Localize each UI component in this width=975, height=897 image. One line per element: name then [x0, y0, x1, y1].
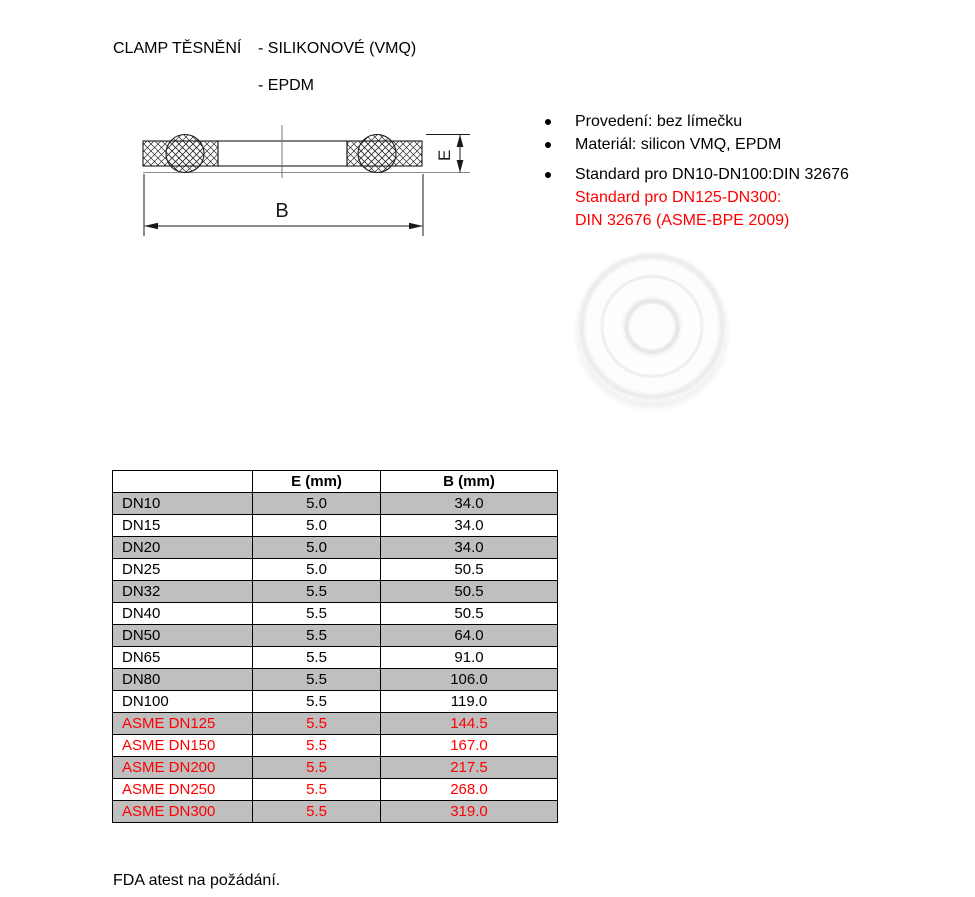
spec-item-standard: [543, 163, 963, 186]
dimension-e: [426, 135, 470, 173]
table-row-dn65: [113, 647, 558, 669]
spec-item-material: [543, 133, 963, 156]
table-row-dn10: [113, 493, 558, 515]
cell-e: 5.5: [253, 779, 381, 801]
cell-b: 50.5: [381, 581, 558, 603]
cell-dn: DN65: [113, 647, 253, 669]
table-row-dn32: [113, 581, 558, 603]
table-row-dn100: [113, 691, 558, 713]
cell-b: 50.5: [381, 559, 558, 581]
cell-dn: DN32: [113, 581, 253, 603]
cell-dn: ASME DN250: [113, 779, 253, 801]
cell-e: 5.0: [253, 537, 381, 559]
cell-b: 106.0: [381, 669, 558, 691]
dimension-b-label: B: [275, 200, 289, 222]
spec-text-standard-red-2: DIN 32676 (ASME-BPE 2009): [575, 212, 790, 229]
header-cell-e: E (mm): [253, 471, 381, 493]
table-row-asme-dn250: [113, 779, 558, 801]
cell-dn: DN10: [113, 493, 253, 515]
gasket-bar-left-hatched: [143, 141, 218, 166]
cell-dn: ASME DN150: [113, 735, 253, 757]
cell-e: 5.5: [253, 581, 381, 603]
cell-b: 34.0: [381, 515, 558, 537]
cell-b: 167.0: [381, 735, 558, 757]
cell-e: 5.0: [253, 515, 381, 537]
dimension-b: [144, 174, 423, 236]
bullet-icon: [545, 119, 551, 125]
spec-text-standard: Standard pro DN10-DN100:DIN 32676: [575, 166, 849, 183]
cell-e: 5.5: [253, 735, 381, 757]
table-row-dn80: [113, 669, 558, 691]
cell-b: 268.0: [381, 779, 558, 801]
cell-e: 5.5: [253, 669, 381, 691]
title-material-vmq: - SILIKONOVÉ (VMQ): [258, 40, 417, 57]
cell-e: 5.0: [253, 493, 381, 515]
cell-e: 5.0: [253, 559, 381, 581]
spec-text-standard-red-1: Standard pro DN125-DN300:: [575, 189, 782, 206]
table-row-asme-dn150: [113, 735, 558, 757]
cell-b: 91.0: [381, 647, 558, 669]
table-row-dn20: [113, 537, 558, 559]
cell-e: 5.5: [253, 801, 381, 823]
cell-e: 5.5: [253, 603, 381, 625]
gasket-bar-middle: [218, 141, 347, 166]
cell-e: 5.5: [253, 647, 381, 669]
table-row-asme-dn200: [113, 757, 558, 779]
page-title: CLAMP TĚSNĚNÍ: [113, 40, 242, 57]
header-cell-name: [113, 471, 253, 493]
cell-b: 34.0: [381, 493, 558, 515]
cell-b: 34.0: [381, 537, 558, 559]
cell-dn: DN40: [113, 603, 253, 625]
cell-dn: DN20: [113, 537, 253, 559]
dimensions-table: [112, 470, 558, 823]
table-row-dn40: [113, 603, 558, 625]
cell-dn: DN25: [113, 559, 253, 581]
cell-b: 144.5: [381, 713, 558, 735]
spec-text-material: Materiál: silicon VMQ, EPDM: [575, 136, 782, 153]
cell-dn: ASME DN300: [113, 801, 253, 823]
cell-e: 5.5: [253, 625, 381, 647]
cell-e: 5.5: [253, 757, 381, 779]
cell-b: 119.0: [381, 691, 558, 713]
header-cell-b: B (mm): [381, 471, 558, 493]
bullet-icon: [545, 142, 551, 148]
cell-dn: ASME DN125: [113, 713, 253, 735]
cell-b: 64.0: [381, 625, 558, 647]
table-row-dn50: [113, 625, 558, 647]
spec-list: [543, 110, 963, 232]
bullet-icon: [545, 172, 551, 178]
cell-b: 217.5: [381, 757, 558, 779]
cell-b: 319.0: [381, 801, 558, 823]
fda-note: FDA atest na požádání.: [113, 872, 281, 889]
title-material-epdm: - EPDM: [258, 77, 314, 94]
gasket-bar-right-hatched: [347, 141, 422, 166]
dimension-e-label: E: [435, 149, 454, 161]
cell-dn: DN50: [113, 625, 253, 647]
technical-drawing: [130, 116, 482, 246]
table-row-dn15: [113, 515, 558, 537]
product-photo-gasket: [577, 252, 727, 404]
cell-dn: DN100: [113, 691, 253, 713]
table-header-row: [113, 471, 558, 493]
table-row-dn25: [113, 559, 558, 581]
cell-dn: ASME DN200: [113, 757, 253, 779]
table-row-asme-dn125: [113, 713, 558, 735]
spec-text-provedeni: Provedení: bez límečku: [575, 113, 743, 130]
cell-e: 5.5: [253, 691, 381, 713]
cell-dn: DN80: [113, 669, 253, 691]
cell-b: 50.5: [381, 603, 558, 625]
cell-dn: DN15: [113, 515, 253, 537]
spec-item-provedeni: [543, 110, 963, 133]
cell-e: 5.5: [253, 713, 381, 735]
table-row-asme-dn300: [113, 801, 558, 823]
